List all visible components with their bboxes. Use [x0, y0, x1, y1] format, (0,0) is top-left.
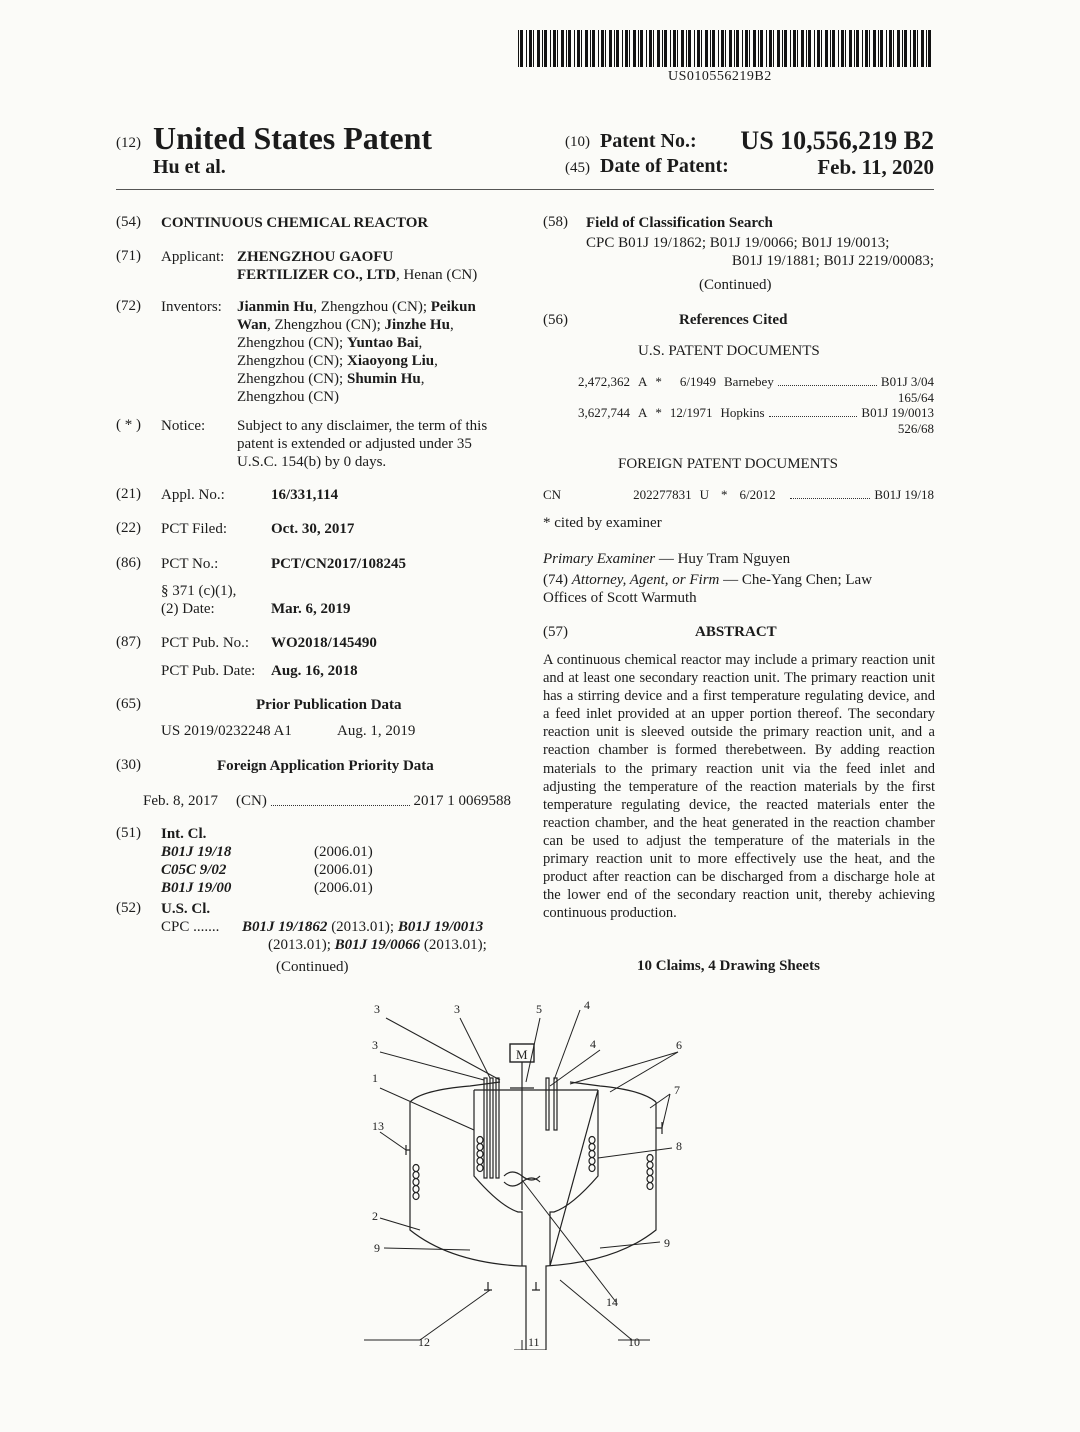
patent-no-label: Patent No.:	[600, 130, 697, 152]
foreign-reference	[543, 487, 934, 503]
code-65: (65)	[116, 696, 141, 712]
barcode-bar	[537, 30, 540, 67]
part-label: 3	[374, 1002, 380, 1016]
foreign-class: B01J 19/18	[874, 487, 934, 502]
coil-turn	[413, 1179, 419, 1186]
barcode-bar	[889, 30, 892, 67]
barcode-bar	[638, 30, 639, 67]
code-21: (21)	[116, 486, 141, 502]
barcode-bar	[878, 30, 879, 67]
notice-line: Subject to any disclaimer, the term of this	[237, 418, 488, 434]
foreign-priority-heading: Foreign Application Priority Data	[217, 758, 434, 774]
barcode-bar	[821, 30, 822, 67]
field-search-line-2: B01J 19/1881; B01J 2219/00083;	[731, 253, 934, 269]
barcode-bar	[913, 30, 916, 67]
barcode-bar	[605, 30, 606, 67]
inner-coil-left	[477, 1137, 483, 1172]
applicant-name-2: FERTILIZER CO., LTD	[237, 267, 396, 283]
appl-no-value: 16/331,114	[271, 487, 339, 503]
prior-pub-number: US 2019/0232248 A1	[161, 723, 292, 739]
barcode-bar	[557, 30, 558, 67]
part-label: 12	[418, 1335, 430, 1349]
barcode-bar	[553, 30, 556, 67]
inventor-line: Jianmin Hu, Zhengzhou (CN); Peikun	[237, 299, 476, 315]
ref-star: *	[655, 405, 662, 420]
barcode-bar	[784, 30, 787, 67]
barcode-bar	[814, 30, 815, 67]
barcode-bar	[928, 30, 931, 67]
barcode-bar	[561, 30, 564, 67]
nozzle-right	[656, 1122, 662, 1134]
coil-turn	[647, 1155, 653, 1162]
barcode-bar	[640, 30, 643, 67]
barcode-bar	[614, 30, 615, 67]
barcode-bar	[646, 30, 647, 67]
applicant-value	[237, 248, 477, 284]
barcode-bar	[633, 30, 636, 67]
code-52: (52)	[116, 900, 141, 916]
section-371-label: § 371 (c)(1),	[161, 583, 237, 599]
barcode-bar	[910, 30, 911, 67]
barcode-bar	[526, 30, 527, 67]
barcode-bar	[902, 30, 903, 67]
ref-number: 3,627,744	[578, 405, 630, 420]
part-label: 9	[374, 1241, 380, 1255]
priority-number: 2017 1 0069588	[413, 793, 511, 809]
barcode-bar	[758, 30, 759, 67]
pct-pub-no-label: PCT Pub. No.:	[161, 635, 250, 651]
left-pipe-2	[490, 1078, 493, 1178]
part-label: 4	[584, 998, 590, 1012]
part-label: 3	[372, 1038, 378, 1052]
barcode-bar	[817, 30, 820, 67]
coil-turn	[413, 1165, 419, 1172]
part-label: 13	[372, 1119, 384, 1133]
barcode-bar	[657, 30, 660, 67]
pct-no-label: PCT No.:	[161, 556, 219, 572]
field-search-line-1: CPC B01J 19/1862; B01J 19/0066; B01J 19/0013;	[586, 235, 890, 251]
barcode-bar	[662, 30, 663, 67]
barcode-bar	[797, 30, 798, 67]
barcode-bar	[856, 30, 859, 67]
applicant-location: , Henan (CN)	[395, 267, 478, 283]
barcode-bar	[520, 30, 523, 67]
coil-turn	[589, 1165, 595, 1172]
pct-pub-date-value: Aug. 16, 2018	[271, 663, 358, 679]
inventor-line: Wan, Zhengzhou (CN); Jinzhe Hu,	[237, 317, 454, 333]
barcode-bar	[577, 30, 580, 67]
foreign-priority-row	[143, 792, 511, 810]
coil-turn	[589, 1151, 595, 1158]
barcode-text: US010556219B2	[668, 69, 772, 84]
part-label: 2	[372, 1209, 378, 1223]
barcode-bar	[649, 30, 652, 67]
code-56: (56)	[543, 312, 568, 328]
part-label: 7	[674, 1083, 680, 1097]
barcode-bar	[590, 30, 591, 67]
barcode-bar	[790, 30, 791, 67]
code-71: (71)	[116, 248, 141, 264]
prior-pub-date: Aug. 1, 2019	[337, 723, 416, 739]
barcode-bar	[533, 30, 534, 67]
coil-turn	[477, 1158, 483, 1165]
priority-country: (CN)	[236, 793, 267, 809]
barcode-bar	[574, 30, 575, 67]
int-cl-label: Int. Cl.	[161, 826, 207, 842]
outer-vessel-top	[410, 1082, 656, 1102]
barcode-bar	[729, 30, 732, 67]
left-pipe-1	[484, 1078, 487, 1178]
part-label: 10	[628, 1335, 640, 1349]
us-reference	[578, 374, 934, 406]
inner-coil-right	[589, 1137, 595, 1172]
field-search-continued: (Continued)	[699, 277, 772, 293]
barcode-bar	[616, 30, 619, 67]
code-notice: ( * )	[116, 417, 141, 433]
barcode-bar	[721, 30, 724, 67]
barcode-bar	[664, 30, 667, 67]
examiner-label: Primary Examiner	[543, 551, 656, 567]
barcode-bar	[838, 30, 839, 67]
barcode-bar	[832, 30, 835, 67]
barcode-bar	[705, 30, 708, 67]
coil-turn	[647, 1162, 653, 1169]
barcode-bar	[725, 30, 726, 67]
int-cl-version: (2006.01)	[314, 862, 373, 878]
coil-turn	[477, 1144, 483, 1151]
barcode-bar	[592, 30, 595, 67]
date-of-patent-label: Date of Patent:	[600, 155, 729, 177]
barcode-bar	[830, 30, 831, 67]
coil-turn	[647, 1176, 653, 1183]
us-cl-line-2: (2013.01); B01J 19/0066 (2013.01);	[268, 937, 487, 953]
coil-turn	[589, 1137, 595, 1144]
barcode-bar	[686, 30, 687, 67]
part-label: 8	[676, 1139, 682, 1153]
barcode-bar	[697, 30, 700, 67]
int-cl-list	[161, 843, 373, 897]
barcode-bar	[542, 30, 543, 67]
header-code-12: (12)	[116, 135, 141, 151]
code-72: (72)	[116, 298, 141, 314]
ref-name: Hopkins	[720, 405, 765, 420]
attorney	[543, 571, 872, 589]
barcode-bar	[865, 30, 868, 67]
bottom-outlet-right	[532, 1282, 540, 1290]
pct-pub-date-label: PCT Pub. Date:	[161, 663, 256, 679]
coil-turn	[413, 1193, 419, 1200]
date-of-patent: Feb. 11, 2020	[817, 155, 934, 179]
notice-line: U.S.C. 154(b) by 0 days.	[237, 454, 387, 470]
barcode-bar	[777, 30, 780, 67]
ref-kind: A	[638, 374, 648, 389]
barcode-bar	[734, 30, 735, 67]
us-cl-cpc-label: CPC .......	[161, 919, 220, 935]
applicant-name-1: ZHENGZHOU GAOFU	[237, 249, 394, 265]
foreign-patent-documents-heading: FOREIGN PATENT DOCUMENTS	[618, 456, 839, 472]
notice-text	[237, 417, 487, 471]
barcode-bar	[629, 30, 630, 67]
attorney-label: Attorney, Agent, or Firm	[571, 572, 720, 588]
barcode-bar	[760, 30, 763, 67]
barcode-bar	[897, 30, 900, 67]
part-label: 9	[664, 1236, 670, 1250]
appl-no-label: Appl. No.:	[161, 487, 225, 503]
barcode-bar	[609, 30, 612, 67]
barcode-bar	[568, 30, 571, 67]
ref-kind: A	[638, 405, 648, 420]
header-code-10: (10)	[565, 134, 590, 150]
int-cl-version: (2006.01)	[314, 880, 373, 896]
int-cl-version: (2006.01)	[314, 844, 373, 860]
barcode-bar	[625, 30, 628, 67]
barcode-bar	[893, 30, 894, 67]
int-cl-class: B01J 19/00	[161, 880, 232, 896]
left-pipe-3	[496, 1078, 499, 1178]
abstract-text: A continuous chemical reactor may include a primary reaction unit and at least one secondary reaction unit. The primary reaction unit has a stirring device and a first temperature regulating device, and a feed inlet provided at an upper portion thereof. The secondary reaction unit is sleeved outside the primary reaction unit, and a reaction chamber is formed therebetween. By adding reaction materials to the primary reaction unit via the feed inlet and adjusting the temperature of the reaction materials by the first temperature regulating device, the reacted materials enter the reaction chamber, and the heat generated in the reaction chamber can be used to adjust the temperature of the materials in the primary reaction unit to more effectively use the heat, and the product after reaction can be discharged from a discharge hole at the lower end of the secondary reaction unit, thereby achieving continuous production.	[543, 652, 935, 922]
us-cl-line-1: B01J 19/1862 (2013.01); B01J 19/0013	[242, 919, 484, 935]
attorney-line-2: Offices of Scott Warmuth	[543, 590, 697, 606]
barcode-bar	[854, 30, 855, 67]
notice-label: Notice:	[161, 418, 206, 434]
barcode-bar	[841, 30, 844, 67]
ref-date: 6/1949	[679, 374, 717, 389]
barcode-bar	[766, 30, 767, 67]
pct-filed-value: Oct. 30, 2017	[271, 521, 355, 537]
barcode-bar	[622, 30, 623, 67]
ref-class: B01J 3/04	[880, 374, 934, 389]
inventors-label: Inventors:	[161, 299, 222, 315]
barcode-bar	[849, 30, 852, 67]
barcode-bar	[749, 30, 750, 67]
barcode-graphic	[518, 30, 934, 67]
barcode-bar	[736, 30, 739, 67]
attorney-code: (74)	[543, 572, 572, 588]
code-58: (58)	[543, 214, 568, 230]
ref-star: *	[655, 374, 662, 389]
coil-turn	[647, 1183, 653, 1190]
dot-leader	[769, 405, 858, 417]
foreign-number: 202277831	[633, 487, 692, 502]
references-cited-heading: References Cited	[679, 312, 788, 328]
barcode-bar	[677, 30, 678, 67]
bottom-outlet-left	[484, 1282, 492, 1290]
barcode	[518, 30, 934, 67]
coil-turn	[477, 1151, 483, 1158]
outer-vessel-shell	[410, 1102, 656, 1350]
barcode-bar	[873, 30, 876, 67]
code-87: (87)	[116, 634, 141, 650]
barcode-bar	[581, 30, 582, 67]
ref-name: Barnebey	[724, 374, 774, 389]
us-patent-documents-heading: U.S. PATENT DOCUMENTS	[638, 343, 820, 359]
nozzle-left	[406, 1145, 410, 1155]
barcode-bar	[862, 30, 863, 67]
code-51: (51)	[116, 825, 141, 841]
code-57: (57)	[543, 624, 568, 640]
header-code-45: (45)	[565, 160, 590, 176]
inventor-line: Zhengzhou (CN); Yuntao Bai,	[237, 335, 423, 351]
right-pipe-2	[554, 1078, 557, 1130]
attorney-name: — Che-Yang Chen; Law	[719, 572, 873, 588]
barcode-bar	[886, 30, 887, 67]
claims-summary: 10 Claims, 4 Drawing Sheets	[637, 958, 820, 974]
header-divider	[116, 189, 934, 190]
ref-subclass: 165/64	[897, 390, 934, 405]
date-371-label: (2) Date:	[161, 601, 215, 617]
code-22: (22)	[116, 520, 141, 536]
barcode-bar	[745, 30, 748, 67]
coil-turn	[477, 1137, 483, 1144]
barcode-bar	[845, 30, 846, 67]
ref-subclass: 526/68	[897, 421, 934, 436]
outer-coil-left	[413, 1165, 419, 1200]
ref-number: 2,472,362	[578, 374, 630, 389]
barcode-bar	[926, 30, 927, 67]
notice-line: patent is extended or adjusted under 35	[237, 436, 472, 452]
ref-class: B01J 19/0013	[861, 405, 934, 420]
date-371-value: Mar. 6, 2019	[271, 601, 351, 617]
coil-turn	[413, 1172, 419, 1179]
barcode-bar	[673, 30, 676, 67]
field-search-label: Field of Classification Search	[586, 215, 773, 231]
pct-filed-label: PCT Filed:	[161, 521, 227, 537]
barcode-bar	[518, 30, 519, 67]
barcode-bar	[869, 30, 870, 67]
barcode-bar	[670, 30, 671, 67]
barcode-bar	[806, 30, 807, 67]
barcode-bar	[550, 30, 551, 67]
barcode-bar	[917, 30, 918, 67]
foreign-date: 6/2012	[739, 487, 776, 502]
barcode-bar	[769, 30, 772, 67]
right-pipe-1	[546, 1078, 549, 1130]
priority-date: Feb. 8, 2017	[143, 793, 218, 809]
reactor-drawing	[350, 990, 720, 1350]
barcode-bar	[585, 30, 588, 67]
barcode-bar	[601, 30, 604, 67]
barcode-bar	[742, 30, 743, 67]
part-label: 5	[536, 1002, 542, 1016]
coil-turn	[589, 1158, 595, 1165]
barcode-bar	[712, 30, 715, 67]
dot-leader	[778, 374, 877, 386]
int-cl-class: B01J 19/18	[161, 844, 232, 860]
coil-turn	[413, 1186, 419, 1193]
barcode-bar	[681, 30, 684, 67]
barcode-bar	[793, 30, 796, 67]
barcode-bar	[529, 30, 532, 67]
pct-pub-no-value: WO2018/145490	[271, 635, 377, 651]
code-30: (30)	[116, 757, 141, 773]
barcode-bar	[653, 30, 654, 67]
us-reference	[578, 405, 934, 437]
prior-pub-heading: Prior Publication Data	[256, 697, 402, 713]
part-label: 4	[590, 1037, 596, 1051]
examiner-name: — Huy Tram Nguyen	[655, 551, 791, 567]
primary-examiner	[543, 550, 790, 568]
part-label: 3	[454, 1002, 460, 1016]
part-label: 6	[676, 1038, 682, 1052]
dot-leader	[271, 792, 410, 806]
inventor-line: Zhengzhou (CN); Xiaoyong Liu,	[237, 353, 438, 369]
abstract-heading: ABSTRACT	[695, 624, 777, 640]
outer-coil-right	[647, 1155, 653, 1190]
barcode-bar	[904, 30, 907, 67]
barcode-bar	[544, 30, 547, 67]
ref-date: 12/1971	[669, 405, 713, 420]
motor-letter: M	[516, 1047, 528, 1062]
barcode-bar	[825, 30, 828, 67]
barcode-bar	[801, 30, 804, 67]
dot-leader	[790, 487, 871, 499]
cited-by-examiner: * cited by examiner	[543, 515, 662, 531]
barcode-bar	[782, 30, 783, 67]
assignee-short: Hu et al.	[153, 156, 226, 178]
pct-no-value: PCT/CN2017/108245	[271, 556, 406, 572]
part-label: 14	[606, 1295, 618, 1309]
barcode-bar	[598, 30, 599, 67]
int-cl-class: C05C 9/02	[161, 862, 227, 878]
barcode-bar	[566, 30, 567, 67]
barcode-bar	[688, 30, 691, 67]
barcode-bar	[773, 30, 774, 67]
applicant-label: Applicant:	[161, 249, 225, 265]
barcode-bar	[921, 30, 924, 67]
barcode-bar	[718, 30, 719, 67]
inventor-line: Zhengzhou (CN)	[237, 389, 340, 405]
barcode-bar	[710, 30, 711, 67]
patent-type-title: United States Patent	[153, 120, 433, 156]
barcode-bar	[880, 30, 883, 67]
part-label: 1	[372, 1071, 378, 1085]
inventors-list	[237, 298, 517, 406]
barcode-bar	[808, 30, 811, 67]
code-54: (54)	[116, 214, 141, 230]
coil-turn	[589, 1144, 595, 1151]
patent-number: US 10,556,219 B2	[740, 126, 934, 155]
foreign-kind: U	[699, 487, 709, 502]
us-cl-label: U.S. Cl.	[161, 901, 211, 917]
coil-turn	[647, 1169, 653, 1176]
foreign-star: *	[720, 487, 728, 502]
foreign-country: CN	[543, 487, 562, 502]
barcode-bar	[694, 30, 695, 67]
us-cl-continued: (Continued)	[276, 959, 349, 975]
part-label: 11	[528, 1335, 540, 1349]
barcode-bar	[753, 30, 756, 67]
barcode-bar	[701, 30, 702, 67]
invention-title: CONTINUOUS CHEMICAL REACTOR	[161, 215, 429, 231]
coil-turn	[477, 1165, 483, 1172]
inventor-line: Zhengzhou (CN); Shumin Hu,	[237, 371, 425, 387]
code-86: (86)	[116, 555, 141, 571]
